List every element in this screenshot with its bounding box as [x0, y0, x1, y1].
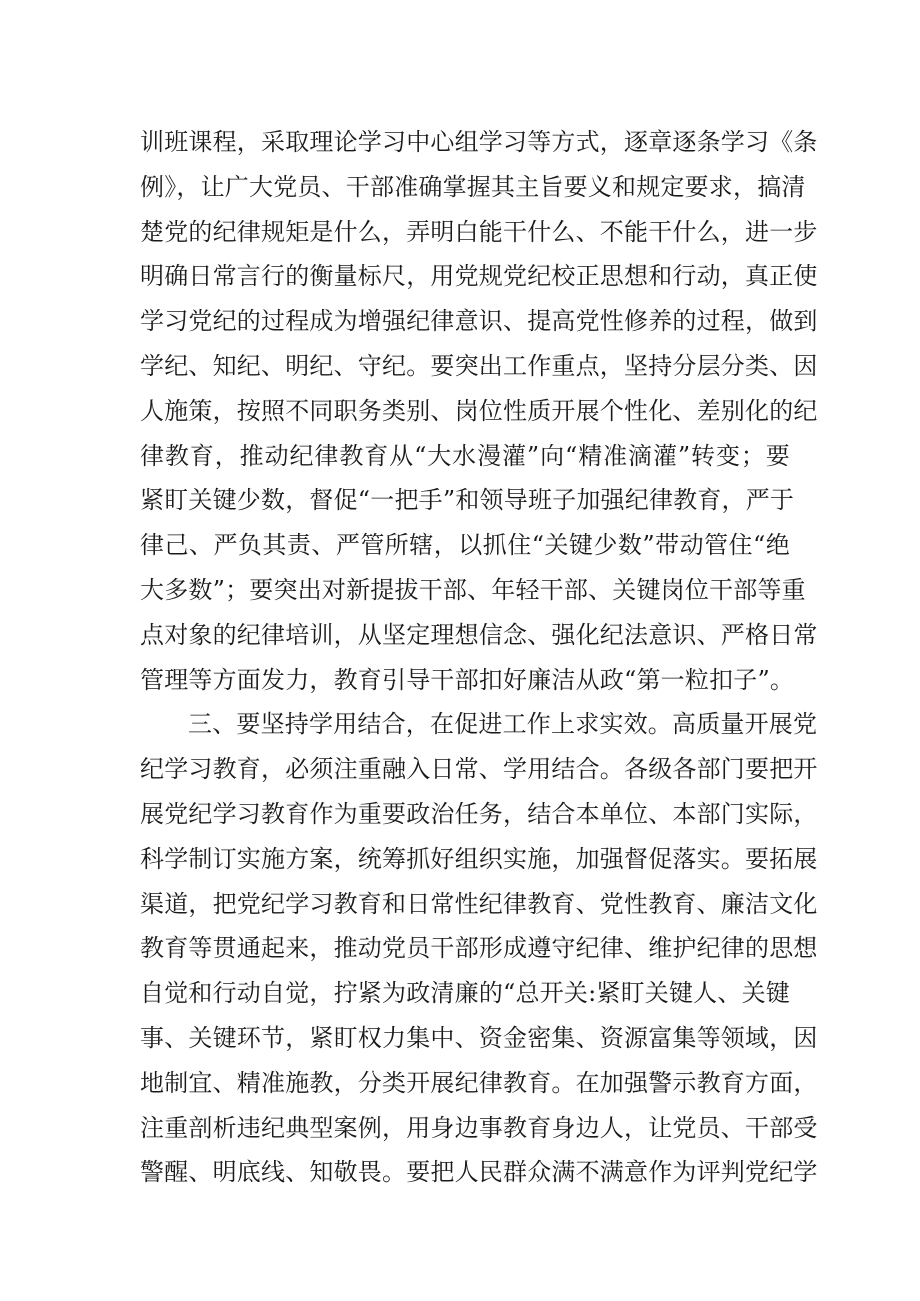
- text-line: 律己、严负其责、严管所辖，以抓住“关键少数”带动管住“绝: [140, 531, 790, 560]
- text-line: 展党纪学习教育作为重要政治任务，结合本单位、本部门实际，: [140, 799, 818, 828]
- text-line: 训班课程，采取理论学习中心组学习等方式，逐章逐条学习《条: [140, 128, 818, 156]
- text-line: 楚党的纪律规矩是什么，弄明白能干什么、不能干什么，进一步: [140, 217, 818, 246]
- text-line: 大多数”；要突出对新提拔干部、年轻干部、关键岗位干部等重: [140, 575, 806, 604]
- text-line: 警醒、明底线、知敬畏。要把人民群众满不满意作为评判党纪学: [140, 1158, 818, 1187]
- text-line: 地制宜、精准施教，分类开展纪律教育。在加强警示教育方面，: [140, 1068, 818, 1097]
- text-line: 明确日常言行的衡量标尺，用党规党纪校正思想和行动，真正使: [140, 262, 818, 291]
- text-line: 律教育，推动纪律教育从“大水漫灌”向“精准滴灌”转变；要: [140, 441, 790, 470]
- text-line: 事、关键环节，紧盯权力集中、资金密集、资源富集等领域，因: [140, 1023, 818, 1052]
- body-text: [140, 120, 818, 1195]
- text-line: 紧盯关键少数，督促“一把手”和领导班子加强纪律教育，严于: [140, 486, 795, 515]
- text-line: 纪学习教育，必须注重融入日常、学用结合。各级各部门要把开: [140, 755, 818, 784]
- paragraph-start-line: 三、要坚持学用结合，在促进工作上求实效。高质量开展党: [188, 710, 818, 739]
- text-line: 点对象的纪律培训，从坚定理想信念、强化纪法意识、严格日常: [140, 620, 818, 649]
- text-line: 渠道，把党纪学习教育和日常性纪律教育、党性教育、廉洁文化: [140, 889, 818, 918]
- text-line: 学习党纪的过程成为增强纪律意识、提高党性修养的过程，做到: [140, 307, 818, 336]
- text-line: 例》，让广大党员、干部准确掌握其主旨要义和规定要求，搞清: [140, 172, 806, 201]
- text-line: 科学制订实施方案，统筹抓好组织实施，加强督促落实。要拓展: [140, 844, 818, 873]
- text-line: 学纪、知纪、明纪、守纪。要突出工作重点，坚持分层分类、因: [140, 351, 818, 380]
- text-line: 人施策，按照不同职务类别、岗位性质开展个性化、差别化的纪: [140, 396, 818, 425]
- text-line: 自觉和行动自觉，拧紧为政清廉的“总开关:紧盯关键人、关键: [140, 979, 790, 1008]
- paragraph-end-line: 管理等方面发力，教育引导干部扣好廉洁从政“第一粒扣子”。: [140, 665, 795, 694]
- text-line: 教育等贯通起来，推动党员干部形成遵守纪律、维护纪律的思想: [140, 934, 818, 963]
- text-line: 注重剖析违纪典型案例，用身边事教育身边人，让党员、干部受: [140, 1113, 818, 1142]
